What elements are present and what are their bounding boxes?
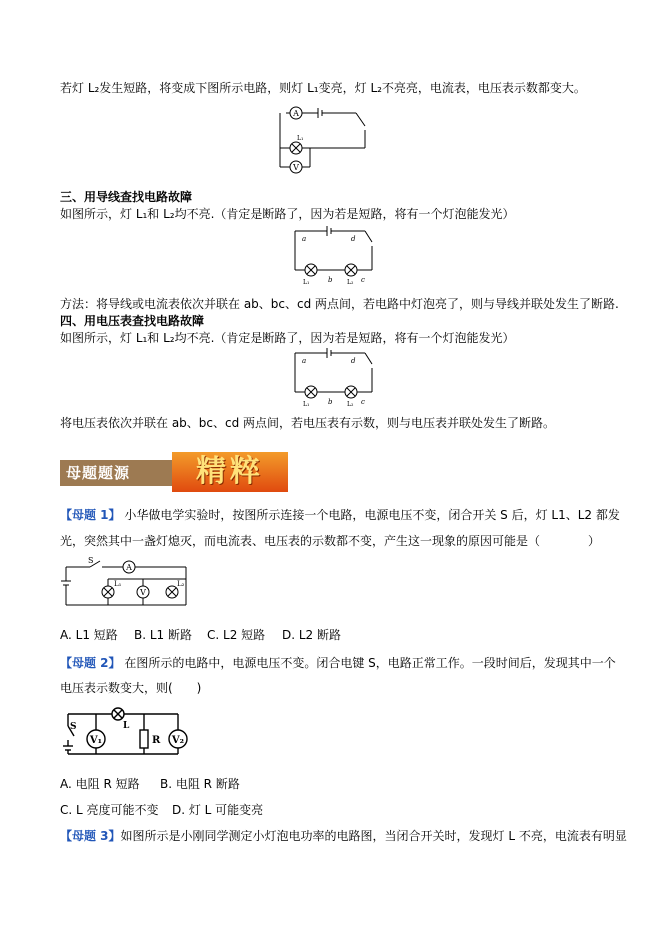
circuit-diagram-short — [270, 100, 380, 180]
point-a: a — [302, 357, 307, 365]
lamp-l2-label: L₂ — [347, 279, 354, 286]
switch-label: S — [88, 556, 94, 565]
banner-left-text: 母题题源 — [66, 464, 131, 482]
point-c: c — [361, 276, 365, 284]
lamp-l1-label: L₁ — [114, 580, 122, 588]
voltmeter-label: V — [140, 588, 146, 597]
lamp-l1-label: L₁ — [303, 401, 310, 408]
q1-tag: 【母题 1】 — [60, 508, 121, 522]
section3-heading: 三、用导线查找电路故障 — [60, 190, 193, 204]
lamp-l1-label: L₁ — [303, 279, 310, 286]
banner-left — [60, 460, 172, 486]
switch-label: S — [70, 722, 77, 732]
section-banner — [60, 452, 288, 492]
resistor-label: R — [152, 735, 161, 746]
voltmeter-label: V — [293, 163, 299, 172]
lamp-l-label: L — [123, 721, 130, 731]
point-a: a — [302, 235, 307, 243]
circuit-diagram-wire — [285, 224, 385, 286]
lamp-l2-label: L₂ — [347, 401, 354, 408]
q2-line1 — [60, 655, 616, 671]
voltmeter-v1-label: V₁ — [89, 735, 103, 746]
q1-line1 — [60, 507, 620, 523]
q2-text1: 在图所示的电路中，电源电压不变。闭合电键 S，电路正常工作。一段时间后，发现其中一个 — [120, 656, 616, 670]
q3-line1 — [60, 828, 627, 844]
point-c: c — [361, 398, 365, 406]
section4-heading: 四、用电压表查找电路故障 — [60, 314, 205, 328]
point-b: b — [328, 276, 333, 284]
point-b: b — [328, 398, 333, 406]
q2-line2: 电压表示数变大，则( ) — [60, 681, 202, 695]
intro-text: 若灯 L₂发生短路，将变成下图所示电路，则灯 L₁变亮，灯 L₂不亮亮，电流表，电压表示数都变大。 — [60, 81, 586, 95]
section3-desc: 如图所示，灯 L₁和 L₂均不亮.（肯定是断路了，因为若是短路，将有一个灯泡能发光） — [60, 207, 515, 221]
section3-method: 方法：将导线或电流表依次并联在 ab、bc、cd 两点间，若电路中灯泡亮了，则与导线并联处发生了断路. — [60, 297, 619, 311]
point-d: d — [351, 357, 356, 365]
q1-option-b: B. L1 断路 — [134, 628, 192, 642]
circuit-diagram-q2 — [60, 702, 190, 764]
banner-right — [172, 452, 288, 492]
q2-tag: 【母题 2】 — [60, 656, 121, 670]
q3-text1: 如图所示是小刚同学测定小灯泡电功率的电路图，当闭合开关时，发现灯 L 不亮，电流表有明显 — [120, 829, 627, 843]
circuit-diagram-q1 — [60, 553, 200, 613]
ammeter-label: A — [293, 109, 299, 118]
q1-option-d: D. L2 断路 — [282, 628, 342, 642]
section4-method: 将电压表依次并联在 ab、bc、cd 两点间，若电压表有示数，则与电压表并联处发生了断路。 — [60, 416, 556, 430]
q2-option-c: C. L 亮度可能不变 — [60, 803, 159, 817]
circuit-diagram-voltmeter — [285, 346, 385, 408]
q3-tag: 【母题 3】 — [60, 829, 121, 843]
q2-option-d: D. 灯 L 可能变亮 — [172, 803, 264, 817]
q1-line2: 光，突然其中一盏灯熄灭，而电流表、电压表的示数都不变，产生这一现象的原因可能是（ ） — [60, 534, 601, 548]
voltmeter-v2-label: V₂ — [171, 735, 185, 746]
lamp-l1-label: L₁ — [297, 135, 304, 142]
q1-option-a: A. L1 短路 — [60, 628, 118, 642]
q2-option-b: B. 电阻 R 断路 — [160, 777, 240, 791]
q1-text1: 小华做电学实验时，按图所示连接一个电路，电源电压不变，闭合开关 S 后，灯 L1、L2 都发 — [120, 508, 620, 522]
section4-desc: 如图所示，灯 L₁和 L₂均不亮.（肯定是断路了，因为若是短路，将有一个灯泡能发光） — [60, 331, 515, 345]
ammeter-label: A — [126, 563, 132, 572]
point-d: d — [351, 235, 356, 243]
q1-option-c: C. L2 短路 — [207, 628, 266, 642]
q2-option-a: A. 电阻 R 短路 — [60, 777, 140, 791]
lamp-l2-label: L₂ — [177, 580, 185, 588]
banner-right-text: 精粹 — [196, 454, 264, 489]
